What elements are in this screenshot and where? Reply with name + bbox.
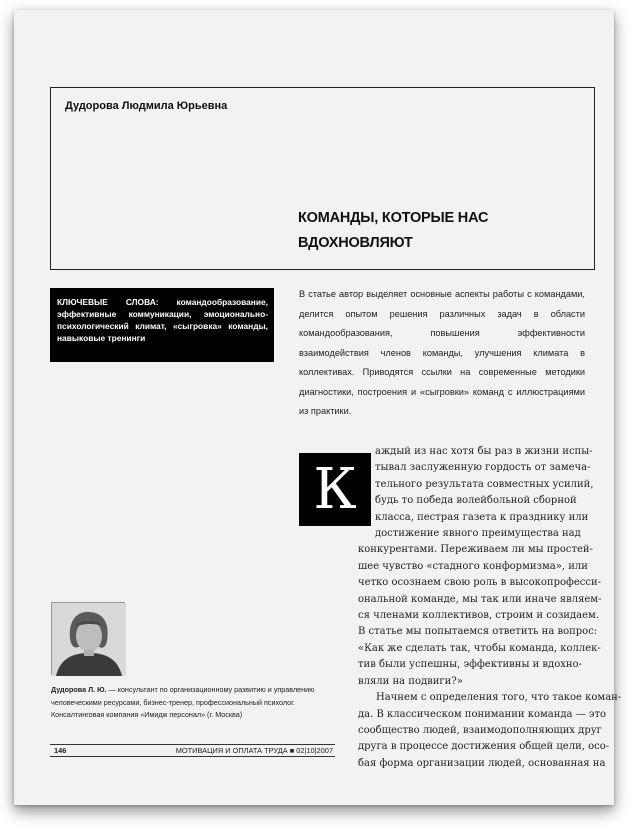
- magazine-issue: МОТИВАЦИЯ И ОПЛАТА ТРУДА ■ 02|10|2007: [175, 746, 333, 755]
- body-line: тывал заслуженную гордость от замеча-: [375, 462, 591, 474]
- bio-name: Дудорова Л. Ю.: [51, 685, 107, 694]
- keywords-box: КЛЮЧЕВЫЕ СЛОВА: командообразование, эффективные коммуникации, эмоционально-психологический климат, «сыгровка» команды, навыковые тренинги: [50, 288, 274, 362]
- body-line: тив были успешны, эффективны и вдохно-: [358, 659, 582, 671]
- bio-text: — консультант по организационному развитию и управлению человеческими ресурсами, бизнес-тренер, профессиональный психолог. Консалтинговая компания «Имидж персонал» (г. Москва): [51, 685, 315, 719]
- author-photo: [51, 602, 125, 675]
- title-line-2: ВДОХНОВЛЯЮТ: [298, 235, 413, 251]
- body-line: ональной команде, мы так или иначе являем-: [358, 593, 602, 605]
- title-line-1: КОМАНДЫ, КОТОРЫЕ НАС: [298, 210, 489, 226]
- body-line: достижение явного преимущества над: [375, 528, 581, 540]
- body-line: бая форма организации людей, основанная на: [358, 757, 606, 769]
- body-line: класса, пестрая газета к празднику или: [375, 511, 589, 523]
- body-line: сообщество людей, взаимодополняющих друг: [358, 724, 602, 736]
- body-line: четко осознаем свою роль в высокопрофесси-: [358, 577, 602, 589]
- article-header-box: [50, 87, 595, 270]
- body-line: Начнем с определения того, что такое коман-: [376, 692, 622, 704]
- drop-cap: К: [299, 453, 371, 526]
- body-line: ся членами коллективов, строим и созидаем.: [358, 610, 599, 622]
- author-name: Дудорова Людмила Юрьевна: [65, 100, 228, 112]
- body-line: В статье мы попытаемся ответить на вопрос:: [358, 626, 598, 638]
- journal-page: [14, 10, 622, 805]
- body-line: конкурентами. Переживаем ли мы простей-: [358, 544, 593, 556]
- article-title: [298, 206, 558, 256]
- page-number: 146: [54, 746, 67, 755]
- body-line: будь то победа волейбольной сборной: [375, 495, 577, 507]
- abstract-text: В статье автор выделяет основные аспекты работы с командами, делится опытом решения различных задач в области командообразования, повышения эффективности взаимодействия членов команды, улучшения климата в коллективах. Приводятся ссылки на современные методики диагностики, построения и «сыгровки» команд с иллюстрациями из практики.: [299, 289, 585, 416]
- body-line: аждый из нас хотя бы раз в жизни испы-: [375, 446, 593, 457]
- body-line: да. В классическом понимании команда — это: [358, 708, 607, 720]
- article-body: [358, 444, 622, 772]
- body-line: шее чувство «стадного конформизма», или: [358, 560, 588, 572]
- author-bio: [51, 684, 337, 722]
- body-line: «Как же сделать так, чтобы команда, коллек-: [358, 642, 601, 654]
- body-line: тельного результата совместных усилий,: [375, 478, 594, 490]
- body-line: вляли на подвиги?»: [358, 675, 463, 687]
- body-line: друга в процессе достижения общей цели, осо-: [358, 741, 610, 753]
- page-footer: [50, 744, 335, 757]
